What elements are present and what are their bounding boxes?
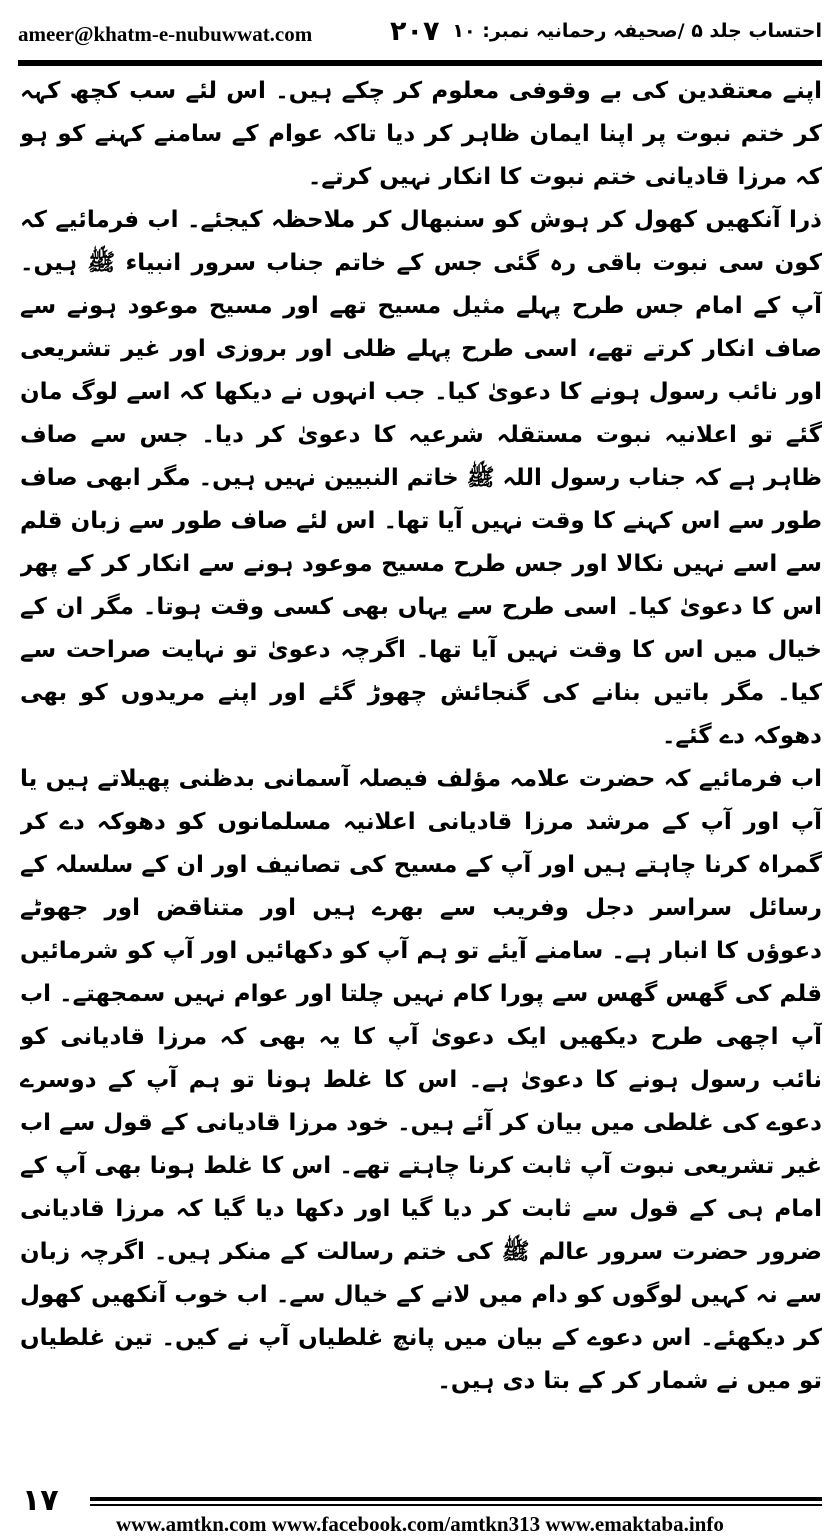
header-email: ameer@khatm-e-nubuwwat.com <box>18 22 313 46</box>
header-book-title: احتساب جلد ۵ /صحیفہ رحمانیہ نمبر: ۱۰ <box>452 20 822 42</box>
page-header <box>18 14 822 60</box>
paragraph: اپنے معتقدین کی بے وقوفی معلوم کر چکے ہیں۔ اس لئے سب کچھ کہہ کر ختم نبوت پر اپنا ایمان ظاہر کر دیا تاکہ عوام کے سامنے کہنے کو ہو کہ مرزا قادیانی ختم نبوت کا انکار نہیں کرتے۔ <box>20 78 822 190</box>
paragraph: ذرا آنکھیں کھول کر ہوش کو سنبھال کر ملاحظہ کیجئے۔ اب فرمائیے کہ کون سی نبوت باقی رہ گئی جس کے خاتم جناب سرور انبیاء ﷺ ہیں۔ آپ کے امام جس طرح پہلے مثیل مسیح تھے اور مسیح موعود ہونے سے صاف انکار کرتے تھے، اسی طرح پہلے ظلی اور بروزی اور غیر تشریعی اور نائب رسول ہونے کا دعویٰ کیا۔ جب انہوں نے دیکھا کہ اسے لوگ مان گئے تو اعلانیہ نبوت مستقلہ شرعیہ کا دعویٰ کر دیا۔ جس سے صاف ظاہر ہے کہ جناب رسول اللہ ﷺ خاتم النبیین نہیں ہیں۔ مگر ابھی صاف طور سے اس کہنے کا وقت نہیں آیا تھا۔ اس لئے صاف طور سے زبان قلم سے اسے نہیں نکالا اور جس طرح مسیح موعود ہونے سے انکار کر کے پھر اس کا دعویٰ کیا۔ اسی طرح سے یہاں بھی کسی وقت ہوتا۔ مگر ان کے خیال میں اس کا وقت نہیں آیا تھا۔ اگرچہ دعویٰ تو نہایت صراحت سے کیا۔ مگر باتیں بنانے کی گنجائش چھوڑ گئے اور اپنے مریدوں کو بھی دھوکہ دے گئے۔ <box>20 207 822 749</box>
footer-rule <box>90 1497 822 1501</box>
footer-page-number: ۱۷ <box>22 1483 59 1518</box>
footer-links: www.amtkn.com www.facebook.com/amtkn313 www.emaktaba.info <box>116 1512 724 1536</box>
paragraph: اب فرمائیے کہ حضرت علامہ مؤلف فیصلہ آسمانی بدظنی پھیلاتے ہیں یا آپ اور آپ کے مرشد مرزا قادیانی اعلانیہ مسلمانوں کو دھوکہ دے کر گمراہ کرنا چاہتے ہیں اور آپ کے مسیح کی تصانیف اور ان کے سلسلہ کے رسائل سراسر دجل وفریب سے بھرے ہیں اور متناقض اور جھوٹے دعوؤں کا انبار ہے۔ سامنے آیئے تو ہم آپ کو دکھائیں اور آپ کو شرمائیں قلم کی گھس گھس سے پورا کام نہیں چلتا اور عوام نہیں سمجھتے۔ اب آپ اچھی طرح دیکھیں ایک دعویٰ آپ کا یہ بھی کہ مرزا قادیانی کو نائب رسول ہونے کا دعویٰ ہے۔ اس کا غلط ہونا تو ہم آپ کے دوسرے دعوے کی غلطی میں بیان کر آئے ہیں۔ خود مرزا قادیانی کے قول سے اب غیر تشریعی نبوت آپ ثابت کرنا چاہتے تھے۔ اس کا غلط ہونا بھی آپ کے امام ہی کے قول سے ثابت کر دیا گیا اور دکھا دیا گیا کہ مرزا قادیانی ضرور حضرت سرور عالم ﷺ کی ختم رسالت کے منکر ہیں۔ اگرچہ زبان سے نہ کہیں لوگوں کو دام میں لانے کے خیال سے۔ اب خوب آنکھیں کھول کر دیکھئے۔ اس دعوے کے بیان میں پانچ غلطیاں آپ نے کیں۔ تین غلطیاں تو میں نے شمار کر کے بتا دی ہیں۔ <box>20 766 822 1394</box>
header-page-number: ۲۰۷ <box>390 16 440 47</box>
body-text <box>20 70 822 1460</box>
header-rule <box>18 60 822 66</box>
footer-rule-thin <box>90 1504 822 1506</box>
